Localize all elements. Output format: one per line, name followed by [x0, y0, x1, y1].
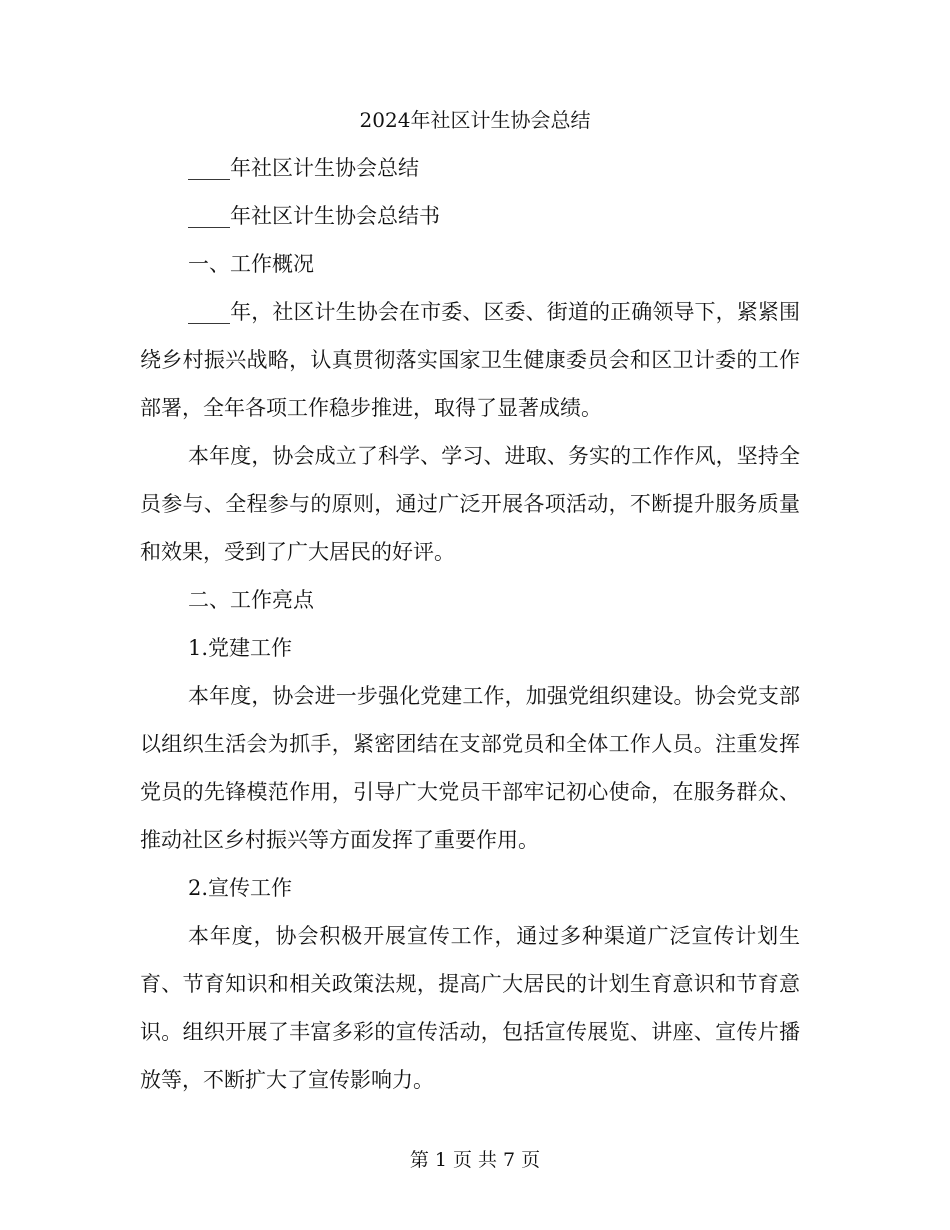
body-paragraph: ____年，社区计生协会在市委、区委、街道的正确领导下，紧紧围绕乡村振兴战略，认真贯彻落实国家卫生健康委员会和区卫计委的工作部署，全年各项工作稳步推进，取得了显著成绩。: [140, 300, 800, 420]
subtitle-line: ____年社区计生协会总结书: [188, 204, 440, 228]
section-heading: 一、工作概况: [188, 252, 314, 276]
page-number-footer: 第 1 页 共 7 页: [409, 1149, 541, 1171]
document-title: 2024年社区计生协会总结: [359, 108, 591, 132]
subsection-heading: 1.党建工作: [188, 636, 293, 660]
section-heading: 二、工作亮点: [188, 588, 314, 612]
document-body: [140, 144, 800, 1104]
body-paragraph: 本年度，协会成立了科学、学习、进取、务实的工作作风，坚持全员参与、全程参与的原则，通过广泛开展各项活动，不断提升服务质量和效果，受到了广大居民的好评。: [140, 444, 800, 564]
body-paragraph: 本年度，协会积极开展宣传工作，通过多种渠道广泛宣传计划生育、节育知识和相关政策法规，提高广大居民的计划生育意识和节育意识。组织开展了丰富多彩的宣传活动，包括宣传展览、讲座、宣传片播放等，不断扩大了宣传影响力。: [140, 924, 800, 1092]
subsection-heading: 2.宣传工作: [188, 876, 293, 900]
subtitle-line: ____年社区计生协会总结: [188, 156, 419, 180]
body-paragraph: 本年度，协会进一步强化党建工作，加强党组织建设。协会党支部以组织生活会为抓手，紧密团结在支部党员和全体工作人员。注重发挥党员的先锋模范作用，引导广大党员干部牢记初心使命，在服务群众、推动社区乡村振兴等方面发挥了重要作用。: [140, 684, 800, 852]
